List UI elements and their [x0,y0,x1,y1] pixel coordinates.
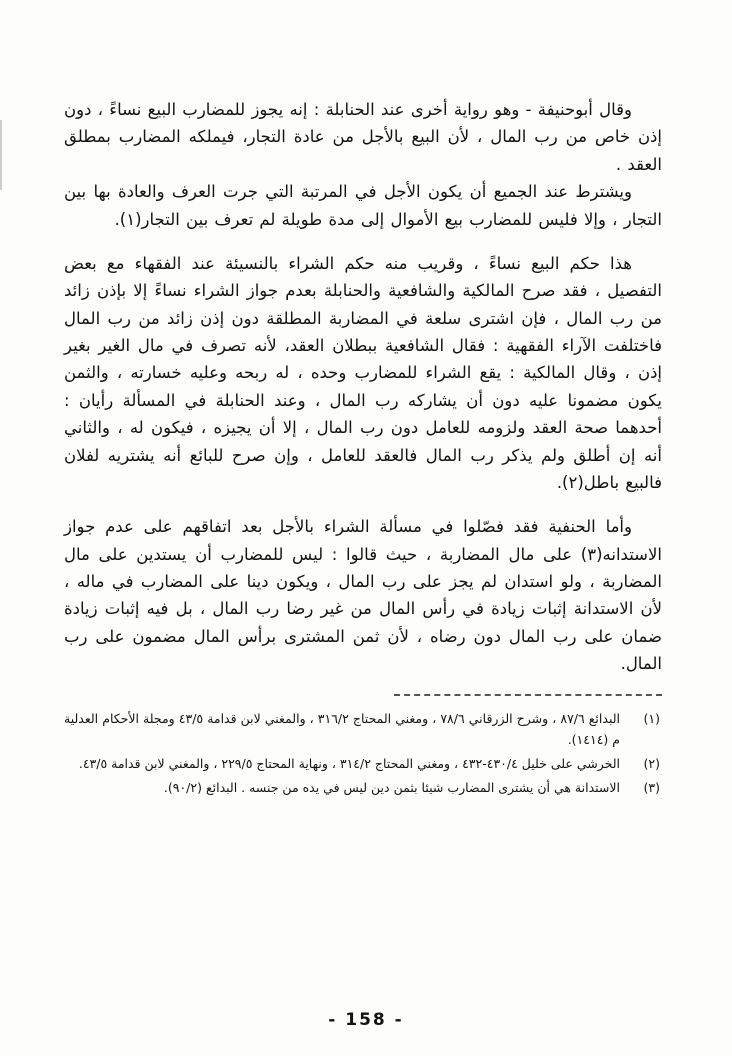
footnote-3-text: الاستدانة هي أن يشترى المضارب شيئا بثمن دين ليس في يده من جنسه . البدائع (٩٠/٢). [163,780,620,796]
footnote-3-marker: (٣) [643,780,660,796]
footnote-2-text: الخرشي على خليل ٤٣٠/٤-٤٣٢ ، ومغني المحتاج ٣١٤/٢ ، ونهاية المحتاج ٢٢٩/٥ ، والمغني لابن قدامة ٤٣/٥. [78,756,620,772]
page-number: - 158 - [328,1010,404,1030]
paragraph-1: وقال أبوحنيفة - وهو رواية أخرى عند الحنابلة : إنه يجوز للمضارب البيع نساءً ، دون إذن خاص من رب المال ، لأن البيع بالأجل من عادة التجار، فيملكه المضارب بمطلق العقد . [64,100,662,174]
paragraph-2: ويشترط عند الجميع أن يكون الأجل في المرتبة التي جرت العرف والعادة بها بين التجار ، وإلا فليس للمضارب بيع الأموال إلى مدة طويلة لم تعرف بين التجار(١). [64,182,662,229]
footnote-3 [64,777,662,799]
footnote-separator [394,694,662,696]
footnote-1 [64,708,662,752]
footnote-1-marker: (١) [643,710,660,726]
body-text [64,96,662,678]
footnote-2-marker: (٢) [643,756,660,772]
footnote-2 [64,753,662,775]
footnotes-section [64,708,662,800]
paragraph-4: وأما الحنفية فقد فصّلوا في مسألة الشراء بالأجل بعد اتفاقهم على عدم جواز الاستدانه(٣) على مال المضاربة ، حيث قالوا : ليس للمضارب أن يستدين على مال المضاربة ، ولو استدان لم يجز على رب المال ، ويكون دينا على المضارب في ماله ، لأن الاستدانة إثبات زيادة في رأس المال من غير رضا رب المال ، بل فيه إثبات زيادة ضمان على رب المال دون رضاه ، لأن ثمن المشترى برأس المال مضمون على رب المال. [64,517,662,674]
paragraph-3: هذا حكم البيع نساءً ، وقريب منه حكم الشراء بالنسيئة عند الفقهاء مع بعض التفصيل ، فقد صرح المالكية والشافعية والحنابلة بعدم جواز الشراء نساءً إلا بإذن زائد من رب المال ، فإن اشترى سلعة في المضاربة المطلقة دون إذن زائد من رب المال فاختلفت الآراء الفقهية : فقال الشافعية ببطلان العقد، لأنه تصرف في مال الغير بغير إذن ، وقال المالكية : يقع الشراء للمضارب وحده ، له ربحه وعليه خسارته ، والثمن يكون مضمونا عليه دون أن يشاركه رب المال ، وعند الحنابلة في المسألة رأيان : أحدهما صحة العقد ولزومه للعامل دون رب المال ، إلا أن يجيزه ، فيكون له ، والثاني أنه إن أطلق ولم يذكر رب المال فالعقد للعامل ، وإن صرح للبائع أنه يشتريه لفلان فالبيع باطل(٢). [64,253,662,492]
footnote-1-text: البدائع ٨٧/٦ ، وشرح الزرقاني ٧٨/٦ ، ومغني المحتاج ٣١٦/٢ ، والمغني لابن قدامة ٤٣/٥ ومجلة الأحكام العدلية م (١٤١٤). [64,710,621,748]
